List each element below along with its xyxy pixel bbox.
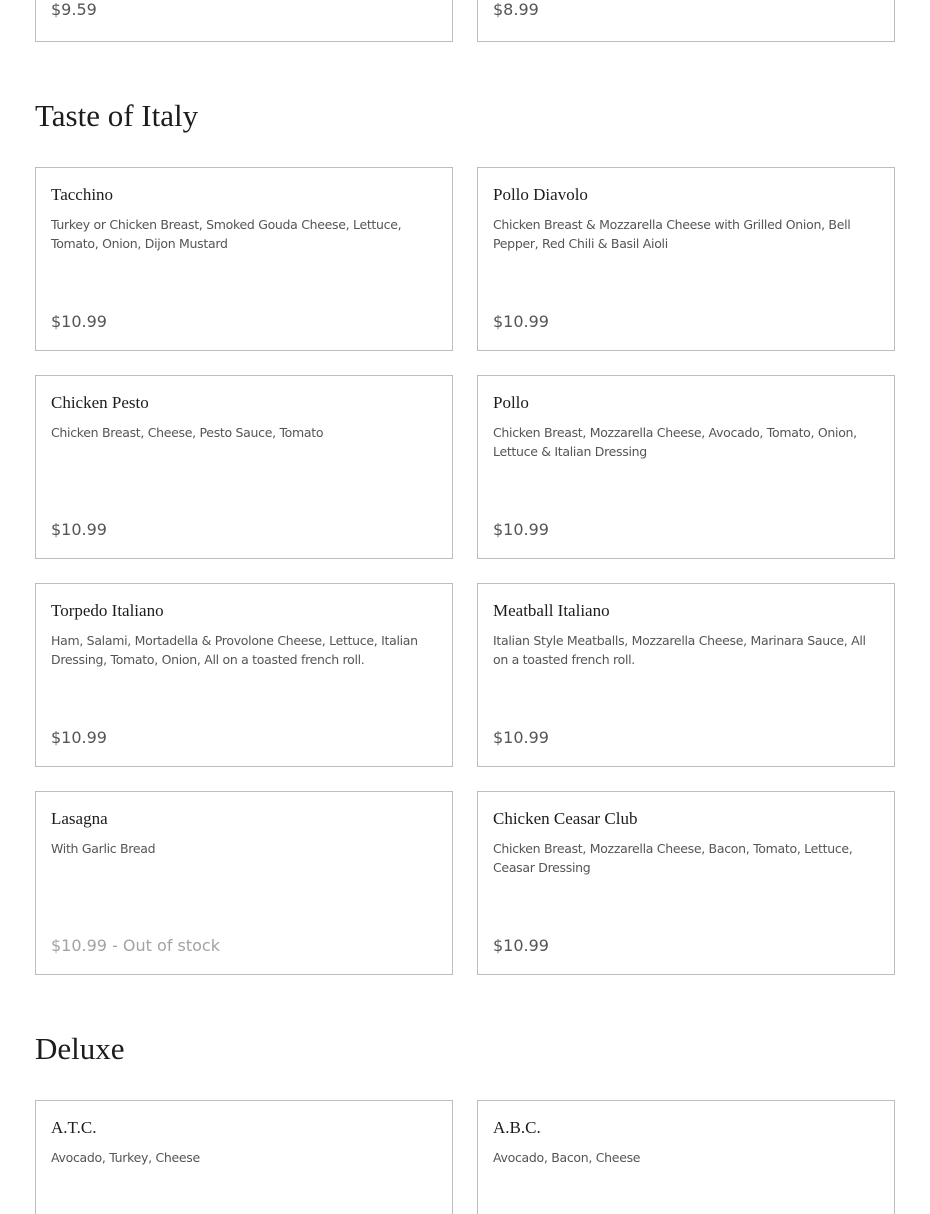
section-title-deluxe: Deluxe: [35, 1031, 125, 1066]
item-price: $10.99: [493, 520, 549, 539]
item-name: Chicken Ceasar Club: [493, 809, 638, 828]
item-description: Chicken Breast & Mozzarella Cheese with Grilled Onion, Bell Pepper, Red Chili & Basil Aioli: [493, 217, 851, 251]
menu-item-card[interactable]: [35, 375, 453, 559]
menu-item-card[interactable]: [35, 0, 453, 42]
item-name: Meatball Italiano: [493, 601, 610, 620]
item-name: Chicken Pesto: [51, 393, 149, 412]
item-description: Avocado, Bacon, Cheese: [493, 1150, 641, 1165]
item-name: Lasagna: [51, 809, 108, 828]
item-description: Chicken Breast, Mozzarella Cheese, Bacon, Tomato, Lettuce, Ceasar Dressing: [493, 841, 853, 875]
item-description: Chicken Breast, Mozzarella Cheese, Avocado, Tomato, Onion, Lettuce & Italian Dressing: [493, 425, 857, 459]
item-price: $10.99: [493, 312, 549, 331]
menu-item-card[interactable]: [477, 167, 895, 351]
item-price: $9.59: [51, 0, 97, 19]
item-name: Torpedo Italiano: [51, 601, 164, 620]
item-description: With Garlic Bread: [51, 841, 156, 856]
item-price: $10.99: [493, 936, 549, 955]
menu-item-card[interactable]: [35, 1100, 453, 1214]
item-price: $10.99: [51, 728, 107, 747]
menu-item-card[interactable]: [35, 167, 453, 351]
item-name: Pollo Diavolo: [493, 185, 588, 204]
menu-item-card[interactable]: [477, 375, 895, 559]
item-name: A.T.C.: [51, 1118, 97, 1137]
item-name: Pollo: [493, 393, 529, 412]
item-description: Avocado, Turkey, Cheese: [51, 1150, 200, 1165]
section-title-taste-of-italy: Taste of Italy: [35, 98, 199, 133]
item-price: $10.99: [51, 312, 107, 331]
item-price: $10.99: [493, 728, 549, 747]
item-description: Turkey or Chicken Breast, Smoked Gouda Cheese, Lettuce, Tomato, Onion, Dijon Mustard: [51, 217, 402, 251]
item-price-out-of-stock: $10.99 - Out of stock: [51, 936, 220, 955]
menu-item-card[interactable]: [35, 583, 453, 767]
item-name: Tacchino: [51, 185, 114, 204]
menu-item-card[interactable]: [477, 791, 895, 975]
item-description: Italian Style Meatballs, Mozzarella Cheese, Marinara Sauce, All on a toasted french roll.: [493, 633, 866, 667]
item-price: $8.99: [493, 0, 539, 19]
menu-item-card[interactable]: [35, 791, 453, 975]
menu-item-card[interactable]: [477, 0, 895, 42]
item-price: $10.99: [51, 520, 107, 539]
menu-item-card[interactable]: [477, 583, 895, 767]
item-description: Chicken Breast, Cheese, Pesto Sauce, Tomato: [51, 425, 324, 440]
menu-item-card[interactable]: [477, 1100, 895, 1214]
item-name: A.B.C.: [493, 1118, 541, 1137]
item-description: Ham, Salami, Mortadella & Provolone Cheese, Lettuce, Italian Dressing, Tomato, Onion, All on a toasted french roll.: [51, 633, 418, 667]
